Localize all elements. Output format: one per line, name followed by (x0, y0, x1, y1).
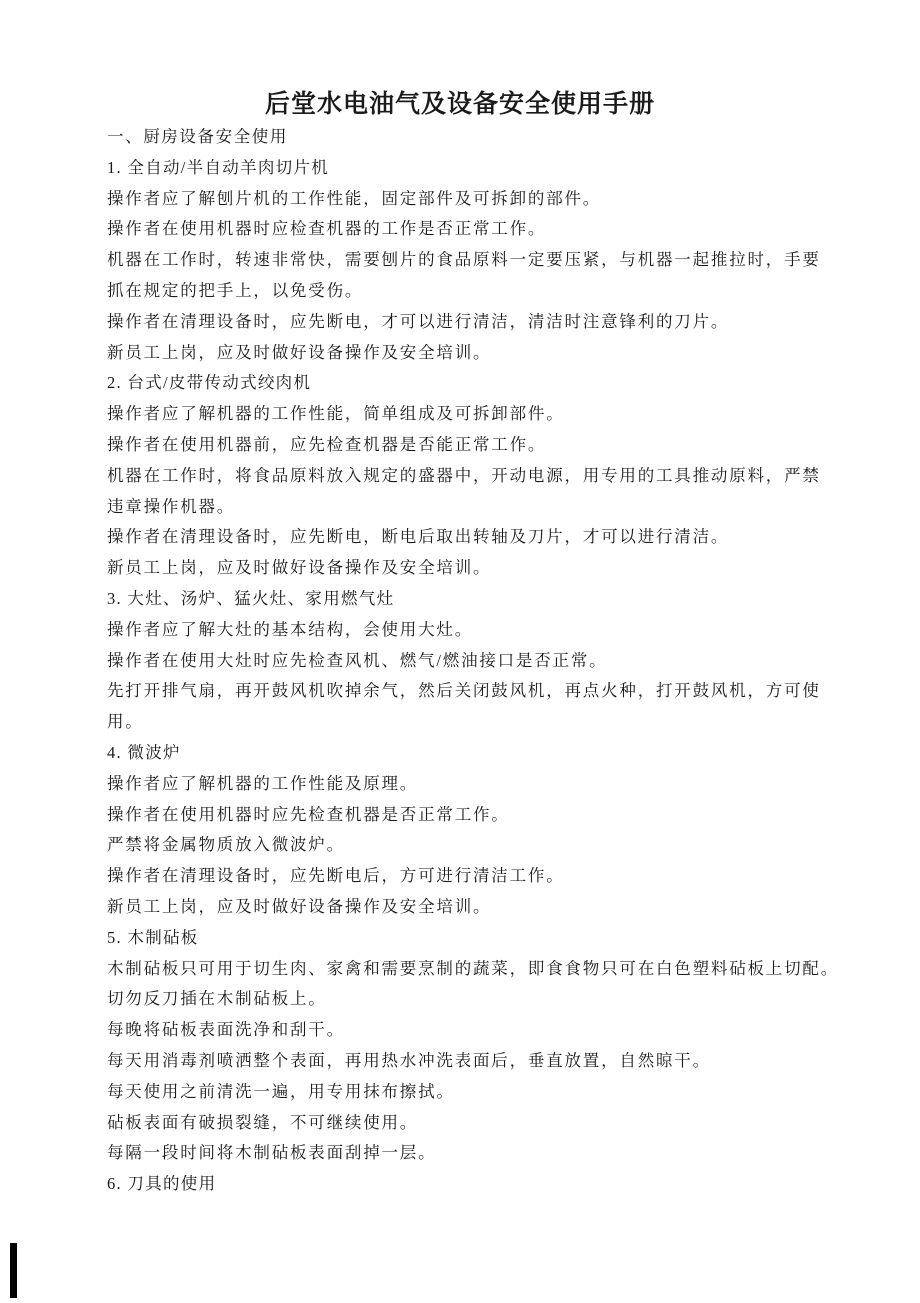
text-line-body: 操作者在使用机器时应检查机器的工作是否正常工作。 (107, 219, 547, 239)
text-line-body: 操作者在清理设备时，应先断电，断电后取出转轴及刀片，才可以进行清洁。 (107, 527, 730, 547)
text-line-body: 新员工上岗，应及时做好设备操作及安全培训。 (107, 342, 492, 362)
text-line-body: 操作者应了解大灶的基本结构，会使用大灶。 (107, 619, 473, 639)
text-line-body: 操作者在清理设备时，应先断电后，方可进行清洁工作。 (107, 866, 565, 886)
document-body (107, 122, 839, 1200)
text-line-body: 操作者在使用机器时应先检查机器是否正常工作。 (107, 804, 510, 824)
text-line-item: 5. 木制砧板 (107, 927, 199, 947)
text-line-item: 4. 微波炉 (107, 742, 181, 762)
text-line-body: 操作者在使用大灶时应先检查风机、燃气/燃油接口是否正常。 (107, 650, 608, 670)
text-line-body: 每隔一段时间将木制砧板表面刮掉一层。 (107, 1143, 437, 1163)
text-line-body: 切勿反刀插在木制砧板上。 (107, 989, 327, 1009)
text-line-body: 每晚将砧板表面洗净和刮干。 (107, 1020, 345, 1040)
text-line-body: 操作者在使用机器前，应先检查机器是否能正常工作。 (107, 434, 547, 454)
text-line-body: 操作者应了解机器的工作性能及原理。 (107, 773, 419, 793)
text-line-body: 机器在工作时，转速非常快，需要刨片的食品原料一定要压紧，与机器一起推拉时，手要 (107, 250, 821, 270)
text-line-body: 木制砧板只可用于切生肉、家禽和需要烹制的蔬菜，即食食物只可在白色塑料砧板上切配。 (107, 958, 839, 978)
text-line-body: 先打开排气扇，再开鼓风机吹掉余气，然后关闭鼓风机，再点火种，打开鼓风机，方可使 (107, 681, 821, 701)
scan-artifact-mark (10, 1243, 17, 1298)
text-line-body: 每天使用之前清洗一遍，用专用抹布擦拭。 (107, 1081, 455, 1101)
text-line-body: 违章操作机器。 (107, 496, 236, 516)
text-line-body: 新员工上岗，应及时做好设备操作及安全培训。 (107, 558, 492, 578)
text-line-body: 操作者应了解机器的工作性能，简单组成及可拆卸部件。 (107, 404, 565, 424)
text-line-item: 2. 台式/皮带传动式绞肉机 (107, 373, 312, 393)
text-line-body: 用。 (107, 712, 144, 732)
document-title: 后堂水电油气及设备安全使用手册 (264, 91, 655, 118)
text-line-body: 新员工上岗，应及时做好设备操作及安全培训。 (107, 896, 492, 916)
text-line-item: 1. 全自动/半自动羊肉切片机 (107, 157, 330, 177)
text-line-body: 抓在规定的把手上，以免受伤。 (107, 280, 364, 300)
text-line-body: 操作者在清理设备时，应先断电，才可以进行清洁，清洁时注意锋利的刀片。 (107, 311, 730, 331)
text-line-item: 6. 刀具的使用 (107, 1174, 217, 1194)
text-line-section: 一、厨房设备安全使用 (107, 127, 288, 146)
text-line-item: 3. 大灶、汤炉、猛火灶、家用燃气灶 (107, 588, 395, 608)
text-line-body: 严禁将金属物质放入微波炉。 (107, 835, 345, 855)
text-line-body: 机器在工作时，将食品原料放入规定的盛器中，开动电源，用专用的工具推动原料，严禁 (107, 465, 821, 485)
text-line-body: 操作者应了解刨片机的工作性能，固定部件及可拆卸的部件。 (107, 188, 602, 208)
text-line-body: 砧板表面有破损裂缝，不可继续使用。 (107, 1112, 419, 1132)
text-line-body: 每天用消毒剂喷洒整个表面，再用热水冲洗表面后，垂直放置，自然晾干。 (107, 1050, 711, 1070)
